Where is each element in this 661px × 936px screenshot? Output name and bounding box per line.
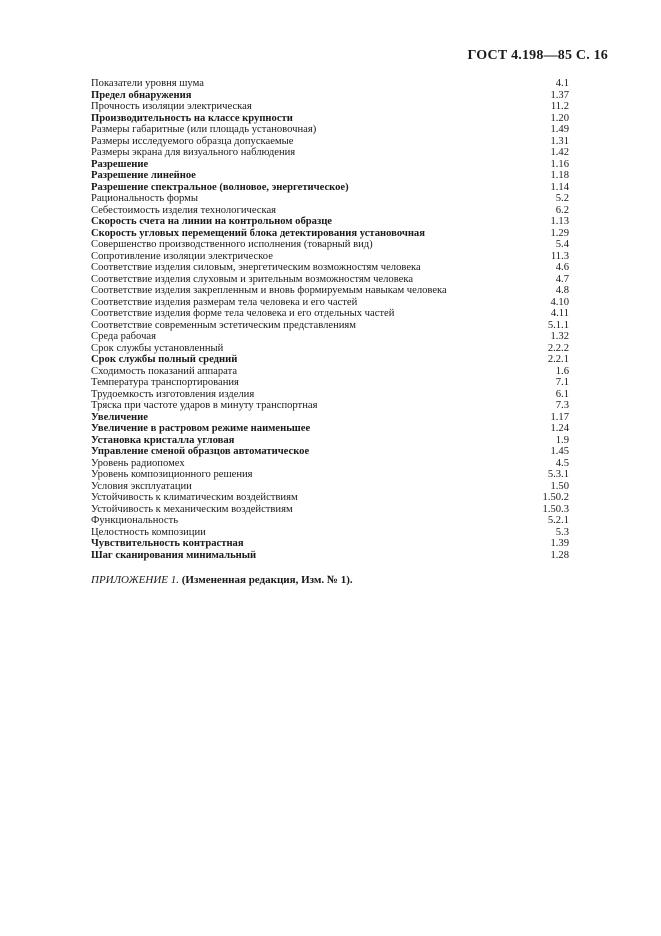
index-entry [91, 504, 569, 516]
entry-term: Сопротивление изоляции электрическое [91, 250, 273, 262]
index-entry [91, 205, 569, 217]
entry-ref: 1.50.2 [542, 492, 569, 503]
index-entry [91, 343, 569, 355]
entry-ref: 1.29 [550, 227, 569, 239]
index-entry [91, 515, 569, 527]
entry-ref: 1.31 [550, 135, 569, 147]
footnote-label: ПРИЛОЖЕНИЕ 1. [91, 574, 179, 586]
entry-term: Предел обнаружения [91, 89, 192, 101]
index-entry [91, 458, 569, 470]
entry-term: Совершенство производственного исполнения (товарный вид) [91, 239, 373, 250]
entry-term: Скорость счета на линии на контрольном образце [91, 216, 333, 227]
entry-term: Целостность композиции [91, 526, 206, 538]
entry-ref: 1.45 [550, 446, 569, 457]
entry-term: Соответствие изделия закрепленным и вновь формируемым навыкам человека [91, 285, 447, 296]
entry-ref: 1.9 [555, 434, 569, 446]
index-entry [91, 366, 569, 378]
index-entry [91, 90, 569, 102]
index-entry [91, 297, 569, 309]
entry-term: Трудоемкость изготовления изделия [91, 388, 255, 400]
footnote-text: (Измененная редакция, Изм. № 1). [181, 574, 353, 586]
entry-term: Сходимость показаний аппарата [91, 365, 238, 377]
entry-term: Уровень композиционного решения [91, 469, 253, 480]
index-entry [91, 170, 569, 182]
entry-term: Производительность на классе крупности [91, 112, 293, 124]
entry-ref: 1.39 [550, 538, 569, 549]
entry-term: Показатели уровня шума [91, 78, 204, 89]
index-entry [91, 469, 569, 481]
entry-ref: 4.5 [555, 457, 569, 469]
entry-term: Размеры экрана для визуального наблюдения [91, 147, 296, 158]
index-list [91, 78, 569, 561]
entry-term: Прочность изоляции электрическая [91, 101, 252, 112]
entry-ref: 1.37 [550, 89, 569, 101]
entry-ref: 1.50.3 [542, 503, 569, 515]
index-entry [91, 308, 569, 320]
entry-ref: 11.2 [550, 101, 569, 112]
index-entry [91, 331, 569, 343]
entry-term: Себестоимость изделия технологическая [91, 204, 277, 216]
entry-term: Размеры исследуемого образца допускаемые [91, 135, 294, 147]
entry-term: Тряска при частоте ударов в минуту транспортная [91, 400, 318, 411]
index-entry [91, 550, 569, 562]
entry-term: Устойчивость к климатическим воздействиям [91, 492, 298, 503]
entry-ref: 1.18 [550, 170, 569, 181]
entry-ref: 1.32 [550, 331, 569, 342]
index-entry [91, 320, 569, 332]
index-entry [91, 446, 569, 458]
entry-term: Соответствие современным эстетическим представлениям [91, 319, 357, 331]
index-entry [91, 412, 569, 424]
index-entry [91, 124, 569, 136]
entry-ref: 1.42 [550, 147, 569, 158]
index-entry [91, 251, 569, 263]
entry-ref: 4.10 [550, 296, 569, 308]
index-entry [91, 492, 569, 504]
index-entry [91, 377, 569, 389]
entry-term: Установка кристалла угловая [91, 434, 235, 446]
index-entry [91, 182, 569, 194]
index-entry [91, 274, 569, 286]
entry-term: Размеры габаритные (или площадь установочная) [91, 124, 317, 135]
index-entry [91, 354, 569, 366]
entry-ref: 1.14 [550, 181, 569, 193]
entry-ref: 4.7 [555, 273, 569, 285]
entry-ref: 1.20 [550, 112, 569, 124]
entry-ref: 2.2.2 [547, 342, 569, 354]
index-entry [91, 400, 569, 412]
entry-ref: 1.13 [550, 216, 569, 227]
index-entry [91, 285, 569, 297]
entry-term: Среда рабочая [91, 331, 156, 342]
footnote [91, 574, 353, 586]
entry-term: Срок службы установленный [91, 342, 224, 354]
entry-term: Условия эксплуатации [91, 480, 192, 492]
index-entry [91, 159, 569, 171]
entry-term: Температура транспортирования [91, 377, 239, 388]
entry-ref: 11.3 [550, 250, 569, 262]
index-entry [91, 538, 569, 550]
entry-ref: 7.3 [555, 400, 569, 411]
index-entry [91, 262, 569, 274]
entry-term: Соответствие изделия форме тела человека и его отдельных частей [91, 308, 395, 319]
entry-ref: 5.3 [555, 526, 569, 538]
entry-ref: 7.1 [555, 377, 569, 388]
entry-ref: 2.2.1 [547, 354, 569, 365]
entry-ref: 1.6 [555, 365, 569, 377]
entry-term: Управление сменой образцов автоматическое [91, 446, 310, 457]
entry-term: Разрешение линейное [91, 170, 196, 181]
entry-term: Шаг сканирования минимальный [91, 549, 257, 561]
entry-term: Разрешение спектральное (волновое, энергетическое) [91, 181, 349, 193]
entry-term: Уровень радиопомех [91, 457, 185, 469]
entry-term: Соответствие изделия силовым, энергетическим возможностям человека [91, 262, 421, 273]
index-entry [91, 239, 569, 251]
entry-ref: 1.28 [550, 549, 569, 561]
entry-ref: 4.1 [555, 78, 569, 89]
entry-ref: 5.2 [555, 193, 569, 204]
entry-term: Скорость угловых перемещений блока детектирования установочная [91, 227, 425, 239]
entry-ref: 5.2.1 [547, 515, 569, 526]
entry-ref: 5.1.1 [547, 319, 569, 331]
entry-term: Увеличение [91, 411, 148, 423]
index-entry [91, 527, 569, 539]
entry-term: Увеличение в растровом режиме наименьшее [91, 423, 311, 434]
page-header: ГОСТ 4.198—85 С. 16 [467, 48, 608, 63]
entry-term: Функциональность [91, 515, 179, 526]
index-entry [91, 113, 569, 125]
entry-term: Устойчивость к механическим воздействиям [91, 503, 293, 515]
entry-ref: 4.11 [550, 308, 569, 319]
entry-term: Соответствие изделия слуховым и зрительным возможностям человека [91, 273, 414, 285]
entry-term: Соответствие изделия размерам тела человека и его частей [91, 296, 358, 308]
entry-term: Чувствительность контрастная [91, 538, 244, 549]
index-entry [91, 216, 569, 228]
entry-ref: 1.16 [550, 158, 569, 170]
entry-ref: 1.49 [550, 124, 569, 135]
entry-ref: 6.2 [555, 204, 569, 216]
index-entry [91, 193, 569, 205]
index-entry [91, 147, 569, 159]
entry-term: Разрешение [91, 158, 149, 170]
entry-ref: 4.8 [555, 285, 569, 296]
index-entry [91, 389, 569, 401]
entry-ref: 1.24 [550, 423, 569, 434]
entry-term: Срок службы полный средний [91, 354, 238, 365]
index-entry [91, 101, 569, 113]
index-entry [91, 136, 569, 148]
entry-ref: 5.3.1 [547, 469, 569, 480]
index-entry [91, 228, 569, 240]
entry-ref: 6.1 [555, 388, 569, 400]
entry-ref: 4.6 [555, 262, 569, 273]
index-entry [91, 423, 569, 435]
entry-ref: 1.17 [550, 411, 569, 423]
entry-term: Рациональность формы [91, 193, 198, 204]
entry-ref: 1.50 [550, 480, 569, 492]
entry-ref: 5.4 [555, 239, 569, 250]
index-entry [91, 435, 569, 447]
index-entry [91, 78, 569, 90]
index-entry [91, 481, 569, 493]
